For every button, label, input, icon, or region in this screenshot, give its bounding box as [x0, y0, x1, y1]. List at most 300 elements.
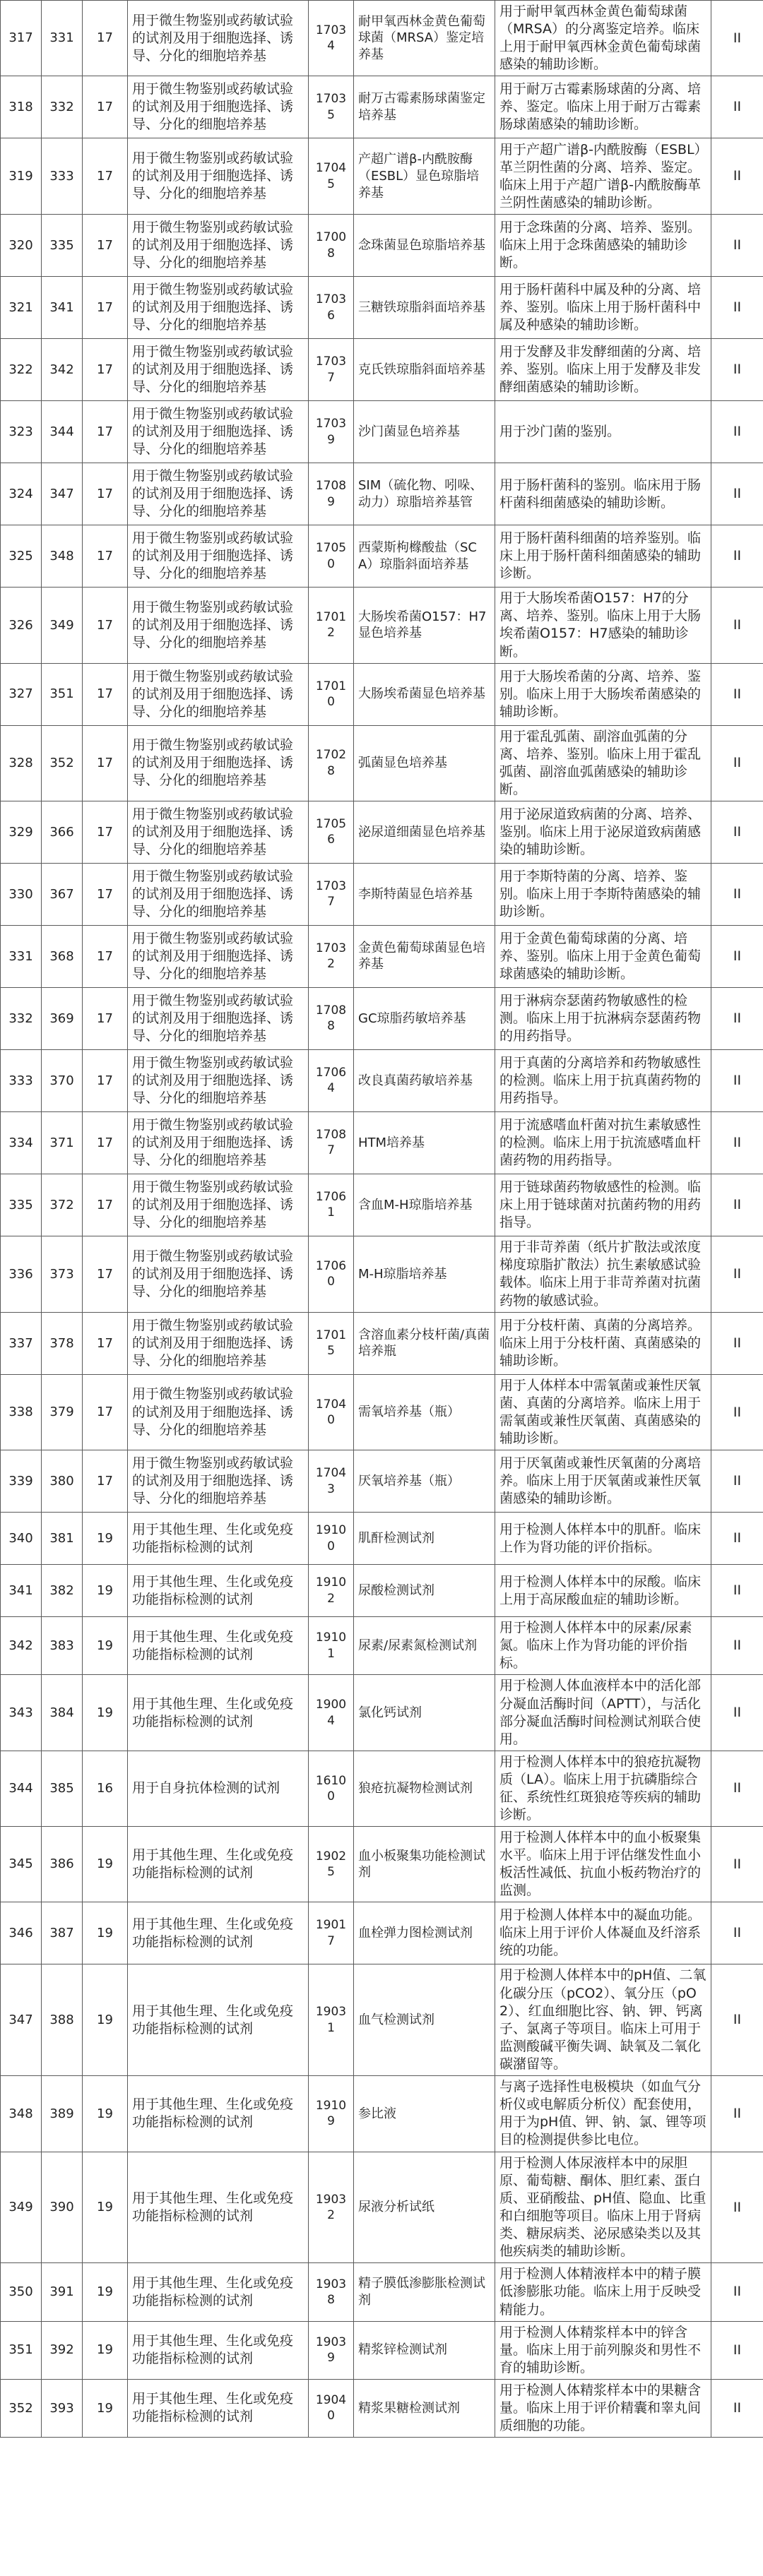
table-row: [1, 1964, 763, 2075]
product-name-cell: 尿素/尿素氮检测试剂: [354, 1617, 495, 1675]
management-class-cell: II: [711, 1450, 763, 1513]
management-class-cell: II: [711, 1964, 763, 2075]
category-code-cell: 17: [83, 1374, 128, 1450]
intended-use-cell: 用于泌尿道致病菌的分离、培养、鉴别。临床上用于泌尿道致病菌感染的辅助诊断。: [495, 801, 711, 863]
product-code-cell: 17037: [309, 339, 354, 401]
product-name-cell: 肌酐检测试剂: [354, 1513, 495, 1565]
intended-use-cell: 用于大肠埃希菌O157：H7的分离、培养、鉴别。临床上用于大肠埃希菌O157：H7感染的辅助诊断。: [495, 588, 711, 663]
category-description-cell: 用于微生物鉴别或药敏试验的试剂及用于细胞选择、诱导、分化的细胞培养基: [128, 401, 309, 463]
category-code-cell: 17: [83, 925, 128, 987]
category-code-cell: 17: [83, 76, 128, 138]
sequence-number-cell: 329: [1, 801, 42, 863]
category-code-cell: 17: [83, 463, 128, 525]
catalog-number-cell: 349: [42, 588, 83, 663]
intended-use-cell: 用于检测人体样本中的尿素/尿素氮。临床上作为肾功能的评价指标。: [495, 1617, 711, 1675]
catalog-number-cell: 386: [42, 1827, 83, 1902]
product-name-cell: 李斯特菌显色培养基: [354, 863, 495, 925]
management-class-cell: II: [711, 1, 763, 76]
catalog-number-cell: 385: [42, 1751, 83, 1826]
catalog-number-cell: 331: [42, 1, 83, 76]
catalog-number-cell: 389: [42, 2075, 83, 2152]
product-name-cell: 氯化钙试剂: [354, 1675, 495, 1751]
product-code-cell: 17061: [309, 1174, 354, 1236]
category-description-cell: 用于微生物鉴别或药敏试验的试剂及用于细胞选择、诱导、分化的细胞培养基: [128, 863, 309, 925]
product-code-cell: 17043: [309, 1450, 354, 1513]
category-code-cell: 17: [83, 588, 128, 663]
intended-use-cell: 用于检测人体精浆样本中的果糖含量。临床上用于评价精囊和睾丸间质细胞的功能。: [495, 2379, 711, 2437]
catalog-number-cell: 371: [42, 1111, 83, 1174]
table-row: [1, 588, 763, 663]
category-code-cell: 17: [83, 339, 128, 401]
catalog-number-cell: 333: [42, 138, 83, 215]
sequence-number-cell: 339: [1, 1450, 42, 1513]
intended-use-cell: 用于链球菌药物敏感性的检测。临床上用于链球菌对抗菌药物的用药指导。: [495, 1174, 711, 1236]
catalog-number-cell: 347: [42, 463, 83, 525]
category-description-cell: 用于微生物鉴别或药敏试验的试剂及用于细胞选择、诱导、分化的细胞培养基: [128, 1450, 309, 1513]
product-code-cell: 19025: [309, 1827, 354, 1902]
product-name-cell: 泌尿道细菌显色培养基: [354, 801, 495, 863]
product-name-cell: 耐万古霉素肠球菌鉴定培养基: [354, 76, 495, 138]
sequence-number-cell: 328: [1, 725, 42, 801]
table-row: [1, 663, 763, 725]
intended-use-cell: 用于分枝杆菌、真菌的分离培养。临床上用于分枝杆菌、真菌感染的辅助诊断。: [495, 1312, 711, 1374]
category-description-cell: 用于微生物鉴别或药敏试验的试剂及用于细胞选择、诱导、分化的细胞培养基: [128, 725, 309, 801]
table-row: [1, 138, 763, 215]
intended-use-cell: 用于人体样本中需氧菌或兼性厌氧菌、真菌的分离培养。临床上用于需氧菌或兼性厌氧菌、真菌感染的辅助诊断。: [495, 1374, 711, 1450]
product-name-cell: 含溶血素分枝杆菌/真菌培养瓶: [354, 1312, 495, 1374]
table-row: [1, 2321, 763, 2379]
product-name-cell: 精子膜低渗膨胀检测试剂: [354, 2263, 495, 2321]
sequence-number-cell: 331: [1, 925, 42, 987]
catalog-number-cell: 381: [42, 1513, 83, 1565]
product-code-cell: 17050: [309, 525, 354, 588]
sequence-number-cell: 332: [1, 987, 42, 1049]
catalog-number-cell: 341: [42, 277, 83, 339]
sequence-number-cell: 352: [1, 2379, 42, 2437]
table-row: [1, 1174, 763, 1236]
table-row: [1, 1374, 763, 1450]
table-row: [1, 863, 763, 925]
sequence-number-cell: 321: [1, 277, 42, 339]
category-description-cell: 用于其他生理、生化或免疫功能指标检测的试剂: [128, 2152, 309, 2262]
catalog-number-cell: 369: [42, 987, 83, 1049]
table-row: [1, 2152, 763, 2262]
product-code-cell: 17060: [309, 1236, 354, 1312]
category-description-cell: 用于其他生理、生化或免疫功能指标检测的试剂: [128, 1827, 309, 1902]
table-row: [1, 1751, 763, 1826]
sequence-number-cell: 341: [1, 1565, 42, 1617]
catalog-number-cell: 382: [42, 1565, 83, 1617]
product-name-cell: 西蒙斯枸橼酸盐（SCA）琼脂斜面培养基: [354, 525, 495, 588]
catalog-number-cell: 344: [42, 401, 83, 463]
category-code-cell: 17: [83, 1174, 128, 1236]
product-code-cell: 19039: [309, 2321, 354, 2379]
intended-use-cell: 用于检测人体尿液样本中的尿胆原、葡萄糖、酮体、胆红素、蛋白质、亚硝酸盐、pH值、隐血、比重和白细胞等项目。临床上用于肾病类、糖尿病类、泌尿感染类以及其他疾病类的辅助诊断。: [495, 2152, 711, 2262]
category-description-cell: 用于微生物鉴别或药敏试验的试剂及用于细胞选择、诱导、分化的细胞培养基: [128, 663, 309, 725]
management-class-cell: II: [711, 2152, 763, 2262]
sequence-number-cell: 325: [1, 525, 42, 588]
category-description-cell: 用于微生物鉴别或药敏试验的试剂及用于细胞选择、诱导、分化的细胞培养基: [128, 987, 309, 1049]
product-code-cell: 19101: [309, 1617, 354, 1675]
management-class-cell: II: [711, 1111, 763, 1174]
intended-use-cell: 用于检测人体样本中的凝血功能。临床上用于评价人体凝血及纤溶系统的功能。: [495, 1902, 711, 1964]
product-code-cell: 17008: [309, 215, 354, 277]
management-class-cell: II: [711, 277, 763, 339]
product-name-cell: 尿酸检测试剂: [354, 1565, 495, 1617]
table-row: [1, 1450, 763, 1513]
category-description-cell: 用于微生物鉴别或药敏试验的试剂及用于细胞选择、诱导、分化的细胞培养基: [128, 1111, 309, 1174]
intended-use-cell: 用于检测人体样本中的肌酐。临床上作为肾功能的评价指标。: [495, 1513, 711, 1565]
table-row: [1, 925, 763, 987]
product-code-cell: 19102: [309, 1565, 354, 1617]
category-code-cell: 19: [83, 1513, 128, 1565]
product-name-cell: 精浆果糖检测试剂: [354, 2379, 495, 2437]
product-code-cell: 17087: [309, 1111, 354, 1174]
product-name-cell: SIM（硫化物、吲哚、动力）琼脂培养基管: [354, 463, 495, 525]
intended-use-cell: 用于耐万古霉素肠球菌的分离、培养、鉴定。临床上用于耐万古霉素肠球菌感染的辅助诊断。: [495, 76, 711, 138]
product-name-cell: 克氏铁琼脂斜面培养基: [354, 339, 495, 401]
management-class-cell: II: [711, 138, 763, 215]
product-code-cell: 17037: [309, 863, 354, 925]
management-class-cell: II: [711, 1049, 763, 1111]
intended-use-cell: 用于流感嗜血杆菌对抗生素敏感性的检测。临床上用于抗流感嗜血杆菌药物的用药指导。: [495, 1111, 711, 1174]
category-code-cell: 19: [83, 1565, 128, 1617]
table-row: [1, 1049, 763, 1111]
product-name-cell: 血小板聚集功能检测试剂: [354, 1827, 495, 1902]
product-name-cell: 金黄色葡萄球菌显色培养基: [354, 925, 495, 987]
product-code-cell: 16100: [309, 1751, 354, 1826]
catalog-number-cell: 366: [42, 801, 83, 863]
category-description-cell: 用于自身抗体检测的试剂: [128, 1751, 309, 1826]
product-name-cell: 弧菌显色培养基: [354, 725, 495, 801]
product-code-cell: 17015: [309, 1312, 354, 1374]
product-name-cell: 狼疮抗凝物检测试剂: [354, 1751, 495, 1826]
table-row: [1, 1827, 763, 1902]
table-row: [1, 1312, 763, 1374]
category-code-cell: 17: [83, 277, 128, 339]
product-code-cell: 19100: [309, 1513, 354, 1565]
table-row: [1, 401, 763, 463]
product-code-cell: 19038: [309, 2263, 354, 2321]
product-name-cell: 血气检测试剂: [354, 1964, 495, 2075]
sequence-number-cell: 344: [1, 1751, 42, 1826]
category-description-cell: 用于其他生理、生化或免疫功能指标检测的试剂: [128, 2321, 309, 2379]
intended-use-cell: 用于发酵及非发酵细菌的分离、培养、鉴别。临床上用于发酵及非发酵细菌感染的辅助诊断。: [495, 339, 711, 401]
catalog-number-cell: 373: [42, 1236, 83, 1312]
category-code-cell: 16: [83, 1751, 128, 1826]
category-description-cell: 用于微生物鉴别或药敏试验的试剂及用于细胞选择、诱导、分化的细胞培养基: [128, 76, 309, 138]
intended-use-cell: 用于真菌的分离培养和药物敏感性的检测。临床上用于抗真菌药物的用药指导。: [495, 1049, 711, 1111]
product-code-cell: 17040: [309, 1374, 354, 1450]
intended-use-cell: 用于金黄色葡萄球菌的分离、培养、鉴别。临床上用于金黄色葡萄球菌感染的辅助诊断。: [495, 925, 711, 987]
category-description-cell: 用于微生物鉴别或药敏试验的试剂及用于细胞选择、诱导、分化的细胞培养基: [128, 215, 309, 277]
intended-use-cell: 用于肠杆菌科中属及种的分离、培养、鉴别。临床上用于肠杆菌科中属及种感染的辅助诊断。: [495, 277, 711, 339]
management-class-cell: II: [711, 863, 763, 925]
category-description-cell: 用于其他生理、生化或免疫功能指标检测的试剂: [128, 1964, 309, 2075]
catalog-number-cell: 383: [42, 1617, 83, 1675]
category-code-cell: 19: [83, 2152, 128, 2262]
product-name-cell: HTM培养基: [354, 1111, 495, 1174]
table-row: [1, 801, 763, 863]
management-class-cell: II: [711, 1675, 763, 1751]
sequence-number-cell: 317: [1, 1, 42, 76]
table-row: [1, 1236, 763, 1312]
product-name-cell: 念珠菌显色琼脂培养基: [354, 215, 495, 277]
category-description-cell: 用于其他生理、生化或免疫功能指标检测的试剂: [128, 2379, 309, 2437]
category-code-cell: 19: [83, 2379, 128, 2437]
intended-use-cell: 用于肠杆菌科细菌的培养鉴别。临床上用于肠杆菌科细菌感染的辅助诊断。: [495, 525, 711, 588]
category-code-cell: 19: [83, 1675, 128, 1751]
catalog-number-cell: 335: [42, 215, 83, 277]
management-class-cell: II: [711, 401, 763, 463]
management-class-cell: II: [711, 2379, 763, 2437]
product-code-cell: 17032: [309, 925, 354, 987]
category-description-cell: 用于微生物鉴别或药敏试验的试剂及用于细胞选择、诱导、分化的细胞培养基: [128, 1, 309, 76]
sequence-number-cell: 342: [1, 1617, 42, 1675]
catalog-number-cell: 387: [42, 1902, 83, 1964]
management-class-cell: II: [711, 1827, 763, 1902]
product-code-cell: 17010: [309, 663, 354, 725]
intended-use-cell: 用于大肠埃希菌的分离、培养、鉴别。临床上用于大肠埃希菌感染的辅助诊断。: [495, 663, 711, 725]
catalog-number-cell: 378: [42, 1312, 83, 1374]
management-class-cell: II: [711, 1751, 763, 1826]
category-description-cell: 用于微生物鉴别或药敏试验的试剂及用于细胞选择、诱导、分化的细胞培养基: [128, 588, 309, 663]
sequence-number-cell: 318: [1, 76, 42, 138]
sequence-number-cell: 345: [1, 1827, 42, 1902]
catalog-number-cell: 384: [42, 1675, 83, 1751]
category-code-cell: 17: [83, 1111, 128, 1174]
catalog-number-cell: 380: [42, 1450, 83, 1513]
management-class-cell: II: [711, 801, 763, 863]
intended-use-cell: 用于检测人体精浆样本中的锌含量。临床上用于前列腺炎和男性不育的辅助诊断。: [495, 2321, 711, 2379]
table-row: [1, 1675, 763, 1751]
product-name-cell: GC琼脂药敏培养基: [354, 987, 495, 1049]
category-code-cell: 17: [83, 1236, 128, 1312]
product-code-cell: 19109: [309, 2075, 354, 2152]
management-class-cell: II: [711, 1374, 763, 1450]
sequence-number-cell: 322: [1, 339, 42, 401]
product-name-cell: 大肠埃希菌显色培养基: [354, 663, 495, 725]
product-name-cell: 耐甲氧西林金黄色葡萄球菌（MRSA）鉴定培养基: [354, 1, 495, 76]
intended-use-cell: 用于厌氧菌或兼性厌氧菌的分离培养。临床上用于厌氧菌或兼性厌氧菌感染的辅助诊断。: [495, 1450, 711, 1513]
table-row: [1, 2075, 763, 2152]
management-class-cell: II: [711, 2075, 763, 2152]
management-class-cell: II: [711, 1174, 763, 1236]
product-name-cell: 需氧培养基（瓶）: [354, 1374, 495, 1450]
product-code-cell: 17034: [309, 1, 354, 76]
table-row: [1, 1513, 763, 1565]
catalog-number-cell: 393: [42, 2379, 83, 2437]
category-code-cell: 17: [83, 1049, 128, 1111]
category-code-cell: 19: [83, 1902, 128, 1964]
sequence-number-cell: 338: [1, 1374, 42, 1450]
management-class-cell: II: [711, 588, 763, 663]
catalog-number-cell: 379: [42, 1374, 83, 1450]
table-row: [1, 1902, 763, 1964]
table-row: [1, 215, 763, 277]
product-code-cell: 17064: [309, 1049, 354, 1111]
category-code-cell: 17: [83, 1450, 128, 1513]
product-name-cell: 大肠埃希菌O157：H7显色培养基: [354, 588, 495, 663]
category-code-cell: 19: [83, 1964, 128, 2075]
product-name-cell: 改良真菌药敏培养基: [354, 1049, 495, 1111]
intended-use-cell: 与离子选择性电极模块（如血气分析仪或电解质分析仪）配套使用，用于为pH值、钾、钠、氯、锂等项目的检测提供参比电位。: [495, 2075, 711, 2152]
table-row: [1, 1, 763, 76]
table-row: [1, 2263, 763, 2321]
category-description-cell: 用于微生物鉴别或药敏试验的试剂及用于细胞选择、诱导、分化的细胞培养基: [128, 463, 309, 525]
sequence-number-cell: 327: [1, 663, 42, 725]
management-class-cell: II: [711, 1902, 763, 1964]
category-description-cell: 用于微生物鉴别或药敏试验的试剂及用于细胞选择、诱导、分化的细胞培养基: [128, 277, 309, 339]
category-code-cell: 17: [83, 138, 128, 215]
product-code-cell: 17045: [309, 138, 354, 215]
sequence-number-cell: 349: [1, 2152, 42, 2262]
sequence-number-cell: 348: [1, 2075, 42, 2152]
table-row: [1, 1111, 763, 1174]
category-description-cell: 用于微生物鉴别或药敏试验的试剂及用于细胞选择、诱导、分化的细胞培养基: [128, 1236, 309, 1312]
product-code-cell: 17039: [309, 401, 354, 463]
category-code-cell: 17: [83, 401, 128, 463]
catalog-number-cell: 367: [42, 863, 83, 925]
table-row: [1, 277, 763, 339]
management-class-cell: II: [711, 2263, 763, 2321]
sequence-number-cell: 335: [1, 1174, 42, 1236]
management-class-cell: II: [711, 2321, 763, 2379]
product-code-cell: 19031: [309, 1964, 354, 2075]
intended-use-cell: 用于霍乱弧菌、副溶血弧菌的分离、培养、鉴别。临床上用于霍乱弧菌、副溶血弧菌感染的辅助诊断。: [495, 725, 711, 801]
management-class-cell: II: [711, 525, 763, 588]
category-description-cell: 用于微生物鉴别或药敏试验的试剂及用于细胞选择、诱导、分化的细胞培养基: [128, 925, 309, 987]
table-row: [1, 525, 763, 588]
intended-use-cell: 用于检测人体样本中的尿酸。临床上用于高尿酸血症的辅助诊断。: [495, 1565, 711, 1617]
intended-use-cell: 用于检测人体精液样本中的精子膜低渗膨胀功能。临床上用于反映受精能力。: [495, 2263, 711, 2321]
category-description-cell: 用于微生物鉴别或药敏试验的试剂及用于细胞选择、诱导、分化的细胞培养基: [128, 1312, 309, 1374]
category-description-cell: 用于其他生理、生化或免疫功能指标检测的试剂: [128, 1565, 309, 1617]
table-row: [1, 2379, 763, 2437]
sequence-number-cell: 343: [1, 1675, 42, 1751]
intended-use-cell: 用于念珠菌的分离、培养、鉴别。临床上用于念珠菌感染的辅助诊断。: [495, 215, 711, 277]
sequence-number-cell: 323: [1, 401, 42, 463]
sequence-number-cell: 334: [1, 1111, 42, 1174]
intended-use-cell: 用于沙门菌的鉴别。: [495, 401, 711, 463]
sequence-number-cell: 330: [1, 863, 42, 925]
product-name-cell: 血栓弹力图检测试剂: [354, 1902, 495, 1964]
management-class-cell: II: [711, 1565, 763, 1617]
category-description-cell: 用于微生物鉴别或药敏试验的试剂及用于细胞选择、诱导、分化的细胞培养基: [128, 1374, 309, 1450]
category-code-cell: 19: [83, 1617, 128, 1675]
intended-use-cell: 用于肠杆菌科的鉴别。临床用于肠杆菌科细菌感染的辅助诊断。: [495, 463, 711, 525]
catalog-number-cell: 348: [42, 525, 83, 588]
category-description-cell: 用于其他生理、生化或免疫功能指标检测的试剂: [128, 1675, 309, 1751]
intended-use-cell: 用于产超广谱β-内酰胺酶（ESBL）革兰阴性菌的分离、培养、鉴定。临床上用于产超广谱β-内酰胺酶革兰阴性菌感染的辅助诊断。: [495, 138, 711, 215]
sequence-number-cell: 336: [1, 1236, 42, 1312]
category-code-cell: 19: [83, 2321, 128, 2379]
catalog-number-cell: 372: [42, 1174, 83, 1236]
product-code-cell: 19032: [309, 2152, 354, 2262]
catalog-number-cell: 370: [42, 1049, 83, 1111]
sequence-number-cell: 333: [1, 1049, 42, 1111]
product-code-cell: 19040: [309, 2379, 354, 2437]
product-name-cell: 参比液: [354, 2075, 495, 2152]
category-code-cell: 17: [83, 1, 128, 76]
management-class-cell: II: [711, 1236, 763, 1312]
management-class-cell: II: [711, 725, 763, 801]
category-code-cell: 19: [83, 2263, 128, 2321]
category-code-cell: 17: [83, 987, 128, 1049]
product-name-cell: 含血M-H琼脂培养基: [354, 1174, 495, 1236]
table-row: [1, 76, 763, 138]
intended-use-cell: 用于检测人体血液样本中的活化部分凝血活酶时间（APTT），与活化部分凝血活酶时间检测试剂联合使用。: [495, 1675, 711, 1751]
intended-use-cell: 用于检测人体样本中的狼疮抗凝物质（LA）。临床上用于抗磷脂综合征、系统性红斑狼疮等疾病的辅助诊断。: [495, 1751, 711, 1826]
category-code-cell: 17: [83, 801, 128, 863]
category-description-cell: 用于微生物鉴别或药敏试验的试剂及用于细胞选择、诱导、分化的细胞培养基: [128, 1049, 309, 1111]
product-name-cell: 三糖铁琼脂斜面培养基: [354, 277, 495, 339]
sequence-number-cell: 326: [1, 588, 42, 663]
table-row: [1, 987, 763, 1049]
sequence-number-cell: 337: [1, 1312, 42, 1374]
intended-use-cell: 用于检测人体样本中的血小板聚集水平。临床上用于评估继发性血小板活性减低、抗血小板药物治疗的监测。: [495, 1827, 711, 1902]
product-code-cell: 19004: [309, 1675, 354, 1751]
catalog-number-cell: 342: [42, 339, 83, 401]
management-class-cell: II: [711, 1312, 763, 1374]
catalog-number-cell: 391: [42, 2263, 83, 2321]
management-class-cell: II: [711, 339, 763, 401]
catalog-number-cell: 352: [42, 725, 83, 801]
product-code-cell: 17089: [309, 463, 354, 525]
table-row: [1, 1617, 763, 1675]
catalog-number-cell: 392: [42, 2321, 83, 2379]
category-description-cell: 用于其他生理、生化或免疫功能指标检测的试剂: [128, 1902, 309, 1964]
sequence-number-cell: 340: [1, 1513, 42, 1565]
category-code-cell: 17: [83, 525, 128, 588]
table-row: [1, 725, 763, 801]
category-code-cell: 17: [83, 863, 128, 925]
product-code-cell: 17056: [309, 801, 354, 863]
sequence-number-cell: 324: [1, 463, 42, 525]
category-description-cell: 用于微生物鉴别或药敏试验的试剂及用于细胞选择、诱导、分化的细胞培养基: [128, 801, 309, 863]
category-description-cell: 用于其他生理、生化或免疫功能指标检测的试剂: [128, 1617, 309, 1675]
management-class-cell: II: [711, 663, 763, 725]
category-code-cell: 19: [83, 1827, 128, 1902]
sequence-number-cell: 319: [1, 138, 42, 215]
category-code-cell: 19: [83, 2075, 128, 2152]
catalog-number-cell: 351: [42, 663, 83, 725]
sequence-number-cell: 346: [1, 1902, 42, 1964]
product-name-cell: 精浆锌检测试剂: [354, 2321, 495, 2379]
table-row: [1, 339, 763, 401]
category-description-cell: 用于微生物鉴别或药敏试验的试剂及用于细胞选择、诱导、分化的细胞培养基: [128, 138, 309, 215]
intended-use-cell: 用于李斯特菌的分离、培养、鉴别。临床上用于李斯特菌感染的辅助诊断。: [495, 863, 711, 925]
intended-use-cell: 用于检测人体样本中的pH值、二氧化碳分压（pCO2）、氧分压（pO2）、红血细胞比容、钠、钾、钙离子、氯离子等项目。临床上可用于监测酸碱平衡失调、缺氧及二氧化碳潴留等。: [495, 1964, 711, 2075]
sequence-number-cell: 350: [1, 2263, 42, 2321]
catalog-number-cell: 368: [42, 925, 83, 987]
product-name-cell: 产超广谱β-内酰胺酶（ESBL）显色琼脂培养基: [354, 138, 495, 215]
table-row: [1, 1565, 763, 1617]
product-code-cell: 17028: [309, 725, 354, 801]
product-name-cell: 沙门菌显色培养基: [354, 401, 495, 463]
intended-use-cell: 用于非苛养菌（纸片扩散法或浓度梯度琼脂扩散法）抗生素敏感试验载体。临床上用于非苛养菌对抗菌药物的敏感试验。: [495, 1236, 711, 1312]
product-name-cell: M-H琼脂培养基: [354, 1236, 495, 1312]
sequence-number-cell: 351: [1, 2321, 42, 2379]
product-name-cell: 尿液分析试纸: [354, 2152, 495, 2262]
table-body: [1, 1, 763, 2438]
management-class-cell: II: [711, 76, 763, 138]
category-description-cell: 用于其他生理、生化或免疫功能指标检测的试剂: [128, 1513, 309, 1565]
intended-use-cell: 用于淋病奈瑟菌药物敏感性的检测。临床上用于抗淋病奈瑟菌药物的用药指导。: [495, 987, 711, 1049]
product-name-cell: 厌氧培养基（瓶）: [354, 1450, 495, 1513]
category-code-cell: 17: [83, 725, 128, 801]
category-description-cell: 用于微生物鉴别或药敏试验的试剂及用于细胞选择、诱导、分化的细胞培养基: [128, 339, 309, 401]
